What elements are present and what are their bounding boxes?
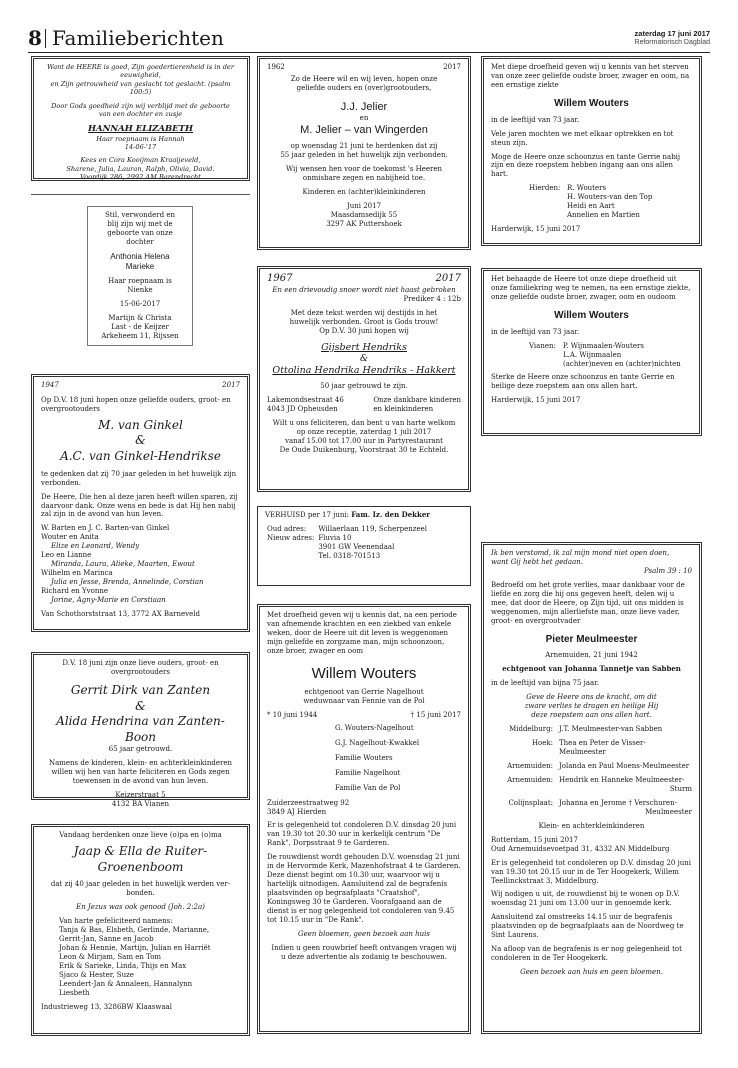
zanten-address-1: Keizerstraat 5 <box>115 791 166 800</box>
pm-family-place: Arnemuiden: <box>507 762 553 770</box>
ruiter-family-line: Gerrit-Jan, Sanne en Jacob <box>59 934 154 943</box>
pm-family-row <box>491 799 692 817</box>
still-name-2: Marieke <box>125 262 155 272</box>
ruiter-family-line: Sjaco & Hester, Suze <box>59 970 134 979</box>
new-address-1: Fluvia 10 <box>318 533 352 542</box>
w1-p1: Vele jaren mochten we met elkaar optrekken en tot steun zijn. <box>491 129 674 147</box>
hendriks-kids-1: Onze dankbare kinderen <box>373 396 461 405</box>
w1-signature <box>491 184 692 220</box>
anniversary-van-ginkel <box>31 374 250 632</box>
ginkel-family-list <box>41 524 240 605</box>
ginkel-family-line: Miranda, Laura, Alieke, Maarten, Ewout <box>51 560 195 569</box>
hendriks-ref: Prediker 4 : 12b <box>403 294 461 303</box>
header-rule <box>28 52 710 53</box>
ruiter-list-intro: Van harte gefeliciteerd namens: <box>59 917 173 925</box>
obituary-wouters-2 <box>481 268 702 436</box>
anniversary-van-zanten <box>31 652 250 809</box>
pm-after: Na afloop van de begrafenis is er nog gelegenheid tot condoleren in de Ter Hoogekerk. <box>491 945 682 963</box>
ruiter-family-line: Erik & Sarieke, Linda, Thijs en Max <box>59 961 187 970</box>
ginkel-family-line: Elize en Leonard, Wendy <box>51 542 140 551</box>
hendriks-intro-2: huwelijk verbonden. Groot is Gods trouw! <box>289 317 439 326</box>
wm-died: † 15 juni 2017 <box>410 710 461 719</box>
wm-note-1: Indien u geen rouwbrief heeft ontvangen vragen wij <box>271 943 457 952</box>
hendriks-verse: En een drievoudig snoer wordt niet haast gebroken <box>272 285 456 294</box>
old-address-label: Oud adres: <box>267 524 307 533</box>
w1-sig-2: H. Wouters-van den Top <box>567 193 653 202</box>
wm-born: * 10 juni 1944 <box>267 710 318 719</box>
pm-family-row <box>491 725 692 734</box>
birth-parents-1: Kees en Cora Kooijman Kraaijeveld, <box>80 156 201 165</box>
pm-family-place: Arnemuiden: <box>507 775 553 784</box>
pm-service: Wij nodigen u uit, de rouwdienst bij te wonen op D.V. woensdag 21 juni om 13.00 uur in genoemde kerk. <box>491 890 680 908</box>
w2-signature <box>491 342 692 369</box>
ruiter-family-line: Leendert-Jan & Annaleen, Hannalynn <box>59 979 193 988</box>
pm-family-place: Colijnsplaat: <box>508 798 553 807</box>
wm-service: De rouwdienst wordt gehouden D.V. woensdag 21 juni in de Hervormde Kerk, Mazenhofstraat 4 te Garderen. Deze dienst begint om 10.30 uur, waarvoor wij u hartelijk uitnodigen. Aansluitend zal de begrafenis plaatsvinden op begraafplaats "Craatshof", Koningsweg 30 te Garderen. Voorafgaand aan de dienst is er nog gelegenheid tot condoleren van 9.45 tot 10.15 uur in "De Rank". <box>267 853 461 925</box>
pm-intro: Bedroefd om het grote verlies, maar dankbaar voor de liefde en zorg die hij ons gegeven heeft, delen wij u mee, dat door de Heere, op Zijn tijd, uit ons midden is weggenomen, mijn allerliefste man, onze lieve vader, groot- en overgrootvader <box>491 580 685 625</box>
ruiter-address: Industrieweg 13, 3286BW Klaaswaal <box>41 1002 172 1011</box>
w2-p1: Sterke de Heere onze schoonzus en tante Gerrie en heilige deze roepstem aan ons allen hart. <box>491 373 675 391</box>
zanten-text-2: willen wij hen van harte feliciteren en Gods zegen <box>51 768 230 777</box>
pm-ref: Psalm 39 : 10 <box>643 566 692 575</box>
ginkel-family-line: Leo en Lianne <box>41 551 92 560</box>
pm-spouse: echtgenoot van Johanna Tannetje van Sabben <box>502 664 681 674</box>
still-roep-1: Haar roepnaam is <box>108 277 172 286</box>
w1-intro: Met diepe droefheid geven wij u kennis van het sterven van onze zeer geliefde oudste broer, zwager en oom, na een ernstige ziekte <box>491 63 690 89</box>
ruiter-text-1: dat zij 40 jaar geleden in het huwelijk werden ver- <box>50 880 231 889</box>
hendriks-reception-1: Wilt u ons feliciteren, dan bent u van harte welkom <box>272 419 456 428</box>
zanten-name-2: Alida Hendrina van Zanten-Boon <box>56 714 225 744</box>
header-paper: Reformatorisch Dagblad <box>634 39 710 46</box>
new-address-3: Tel. 0318-701513 <box>318 551 381 560</box>
wm-family-line: Familie Nagelhout <box>335 768 401 777</box>
ruiter-family-line: Johan & Hennie, Martijn, Julian en Harriët <box>59 943 211 952</box>
pm-age: in de leeftijd van bijna 75 jaar. <box>491 679 599 688</box>
hendriks-addr-1: Lakemondsestraat 46 <box>267 396 344 405</box>
moved-table <box>265 525 429 561</box>
page-header <box>28 26 710 52</box>
ginkel-year-end: 2017 <box>222 381 240 389</box>
zanten-text-1: Namens de kinderen, klein- en achterkleinkinderen <box>48 759 233 768</box>
zanten-text-3: toewensen in de avond van hun leven. <box>72 777 209 786</box>
wm-intro: Met droefheid geven wij u kennis dat, na een periode van afnemende krachten en een ziekbed van enkele weken, door de Heere uit dit leven is weggenomen mijn geliefde en zorgzame man, mijn schoonzoon, onze broer, zwager en oom <box>267 611 457 655</box>
wm-family-line: Familie Wouters <box>335 753 393 762</box>
w1-age: in de leeftijd van 73 jaar. <box>491 115 580 124</box>
ginkel-family-line: Richard en Yvonne <box>41 587 108 596</box>
wm-condolence: Er is gelegenheid tot condoleren D.V. dinsdag 20 juni van 19.30 tot 20.30 uur in kerkelijk centrum "De Rank", Dorpsstraat 9 te Garderen. <box>267 821 457 848</box>
jelier-wish-1: Wij wensen hen voor de toekomst 's Heeren <box>285 164 443 173</box>
old-address: Willaerlaan 119, Scherpenzeel <box>318 524 427 533</box>
still-intro-1: Stil, verwonderd en <box>104 211 176 219</box>
moved-label: VERHUISD <box>265 511 306 519</box>
wm-sub-2: weduwnaar van Fennie van de Pol <box>303 696 425 705</box>
birth-date: 14-06-'17 <box>124 142 157 151</box>
moved-heading <box>265 511 463 520</box>
w1-sig-label: Hierden: <box>529 184 561 193</box>
still-date: 15-06-2017 <box>119 300 161 309</box>
ginkel-family-line: Wouter en Anita <box>41 533 99 542</box>
w2-intro: Het behaagde de Heere tot onze diepe droefheid uit onze familiekring weg te nemen, na een ernstige ziekte, onze geliefde oudste broer, zwager, oom en oudoom <box>491 275 691 301</box>
pm-poem-1: Geve de Heere ons de kracht, om dit <box>526 693 657 702</box>
birth-roepnaam: Haar roepnaam is Hannah <box>96 134 185 143</box>
col1-rule-1 <box>31 194 250 195</box>
birth-parents-3: Voordijk 286, 2992 AM Barendrecht <box>80 173 201 182</box>
ginkel-family-line: W. Barten en J. C. Barten-van Ginkel <box>41 524 170 533</box>
ruiter-family-line: Liesbeth <box>59 988 90 997</box>
birth-verse-2: en Zijn getrouwheid van geslacht tot geslacht. (psalm 100:5) <box>50 79 231 97</box>
new-address-label: Nieuw adres: <box>267 533 315 542</box>
jelier-year-end: 2017 <box>443 63 461 71</box>
pm-family-place: Middelburg: <box>509 725 553 734</box>
wm-dates <box>267 711 461 720</box>
jelier-en: en <box>359 113 369 122</box>
new-address-2: 3901 GW Veenendaal <box>318 542 395 551</box>
jelier-intro-2: geliefde ouders en (over)grootouders, <box>296 83 432 92</box>
w2-sig-1: P. Wijnmaalen-Wouters <box>563 341 644 350</box>
hendriks-name-2: Ottolina Hendrika Hendriks - Hakkert <box>272 365 456 377</box>
pm-address-2: Oud Arnemuidsevoetpad 31, 4332 AN Middelburg <box>491 844 670 853</box>
jelier-footer-1: Juni 2017 <box>346 201 382 210</box>
header-date: zaterdag 17 juni 2017 <box>634 29 710 38</box>
w2-name: Willem Wouters <box>554 309 629 321</box>
anniversary-de-ruiter <box>31 824 250 1036</box>
jelier-name-1: J.J. Jelier <box>340 100 388 113</box>
w2-age: in de leeftijd van 73 jaar. <box>491 327 580 336</box>
pm-family-row <box>491 762 692 771</box>
ginkel-years <box>41 381 240 390</box>
pm-name: Pieter Meulmeester <box>545 633 638 645</box>
pm-family-names: Hendrik en Hanneke Meulmeester- <box>559 775 685 784</box>
wm-note-2: u deze advertentie als zodanig te beschouwen. <box>280 952 448 961</box>
birth-name: HANNAH ELIZABETH <box>87 123 193 134</box>
still-name-1: Anthonia Helena <box>110 251 170 261</box>
w2-sig-label: Vianen: <box>529 341 556 350</box>
pm-family-names: J.T. Meulmeester-van Sabben <box>559 725 663 734</box>
wm-family-list <box>267 724 461 793</box>
pm-family-names: Jolanda en Paul Moens-Meulmeester <box>559 762 690 770</box>
ginkel-family-line: Wilhelm en Marinca <box>41 569 113 578</box>
page-number: 8 <box>28 26 42 50</box>
pm-family-row <box>491 776 692 794</box>
w1-p2: Moge de Heere onze schoonzus en tante Gerrie nabij zijn en deze roepstem hebben ingang aan ons allen hart. <box>491 152 681 179</box>
pm-address-1: Rotterdam, 15 juni 2017 <box>491 835 578 844</box>
jelier-kids: Kinderen en (achter)kleinkinderen <box>302 187 426 196</box>
pm-verse-1: Ik ben verstomd, ik zal mijn mond niet open doen, <box>491 549 670 557</box>
ruiter-text-2: bonden. <box>126 889 155 898</box>
anniversary-jelier <box>257 56 471 250</box>
w2-sig-3: (achter)neven en (achter)nichten <box>563 359 681 368</box>
obituary-wouters-main <box>257 604 471 1034</box>
zanten-amp: & <box>135 698 146 713</box>
pm-no-visit: Geen bezoek aan huis en geen bloemen. <box>520 968 663 977</box>
pm-family-names: Sturm <box>669 784 692 793</box>
jelier-footer-3: 3297 AK Puttershoek <box>326 219 402 228</box>
still-intro-4: dochter <box>126 237 154 246</box>
pm-family-names: Thea en Peter de Visser-Meulmeester <box>559 739 646 757</box>
w1-sig-1: R. Wouters <box>567 184 607 193</box>
stillbirth-announcement <box>87 206 193 346</box>
w1-name: Willem Wouters <box>554 97 629 109</box>
ginkel-text-1: te gedenken dat zij 70 jaar geleden in het huwelijk zijn verbonden. <box>41 469 237 487</box>
ruiter-verse: En Jezus was ook genood (Joh. 2:2a) <box>76 903 205 912</box>
w1-sig-3: Heidi en Aart <box>567 202 615 211</box>
wm-name: Willem Wouters <box>311 664 417 682</box>
w2-sig-2: L.A. Wijnmaalen <box>563 350 622 359</box>
hendriks-addr-2: 4043 JD Opheusden <box>267 405 338 414</box>
ginkel-year-start: 1947 <box>41 381 59 389</box>
ginkel-amp: & <box>135 433 146 448</box>
ginkel-name-2: A.C. van Ginkel-Hendrikse <box>60 449 221 464</box>
wm-family-line: G. Wouters-Nagelhout <box>335 723 414 732</box>
ruiter-name: Jaap & Ella de Ruiter-Groenenboom <box>73 843 208 874</box>
w1-footer: Harderwijk, 15 juni 2017 <box>491 225 581 234</box>
still-parents-2: Last - de Keijzer <box>111 323 169 332</box>
hendriks-year-start: 1967 <box>267 273 293 284</box>
wm-address-2: 3849 AJ Hierden <box>267 807 327 816</box>
hendriks-addresses <box>267 396 461 414</box>
hendriks-intro-3: Op D.V. 30 juni hopen wij <box>319 326 409 335</box>
moved-notice <box>257 506 471 586</box>
hendriks-years <box>267 273 461 286</box>
jelier-text-1: op woensdag 21 juni te herdenken dat zij <box>290 141 438 150</box>
hendriks-years-married: 50 jaar getrouwd te zijn. <box>320 382 408 391</box>
wm-address-1: Zuiderzeestraatweg 92 <box>267 798 350 807</box>
jelier-years <box>267 63 461 72</box>
zanten-address-2: 4132 BA Vianen <box>112 800 169 809</box>
pm-family-list <box>491 725 692 817</box>
pm-condolence: Er is gelegenheid tot condoleren op D.V. dinsdag 20 juni van 19.30 tot 20.15 uur in de Ter Hoogekerk, Willem Teellinckstraat 3, Middelburg. <box>491 858 692 885</box>
hendriks-intro-1: Met deze tekst werden wij destijds in het <box>290 308 438 317</box>
pm-family-names: Johanna en Jerome † Verschuren- <box>559 798 678 807</box>
jelier-text-2: 55 jaar geleden in het huwelijk zijn verbonden. <box>280 150 448 159</box>
zanten-name-1: Gerrit Dirk van Zanten <box>70 682 211 697</box>
ruiter-intro: Vandaag herdenken onze lieve (o)pa en (o)ma <box>59 831 222 839</box>
pm-family-row <box>491 739 692 757</box>
jelier-wish-2: onmisbare zegen en nabijheid toe. <box>302 173 426 182</box>
pm-grandkids: Klein- en achterkleinkinderen <box>538 821 645 830</box>
ginkel-family-line: Jorine, Agny-Marie en Corstiaan <box>51 596 166 605</box>
pm-poem-2: zware verlies te dragen en heilige Hij <box>524 702 659 711</box>
jelier-name-2: M. Jelier – van Wingerden <box>300 123 428 136</box>
still-parents-3: Arkeheem 11, Rijssen <box>101 332 179 341</box>
still-intro-2: blij zijn wij met de <box>107 219 173 228</box>
hendriks-year-end: 2017 <box>435 273 461 284</box>
ginkel-name-1: M. van Ginkel <box>98 417 183 432</box>
hendriks-reception-3: vanaf 15.00 tot 17.00 uur in Partyrestaurant <box>285 437 443 446</box>
ginkel-family-line: Julia en Jesse, Brenda, Annelinde, Corstian <box>51 578 204 587</box>
header-divider <box>45 29 46 48</box>
ginkel-intro: Op D.V. 18 juni hopen onze geliefde ouders, groot- en overgrootouders <box>41 395 231 413</box>
still-roep-2: Nienke <box>127 286 153 295</box>
wm-family-line: G.J. Nagelhout-Kwakkel <box>335 738 420 747</box>
pm-born: Arnemuiden, 21 juni 1942 <box>545 651 638 660</box>
anniversary-hendriks <box>257 266 471 492</box>
jelier-year-start: 1962 <box>267 63 285 71</box>
pm-burial: Aansluitend zal omstreeks 14.15 uur de begrafenis plaatsvinden op de begraafplaats aan de Noordweg te Sint Laurens. <box>491 913 684 940</box>
birth-verse-1: Want de HEERE is goed, Zijn goedertierenheid is in der eeuwigheid, <box>47 63 234 80</box>
pm-family-names: Meulmeester <box>645 807 692 816</box>
section-title: Familieberichten <box>52 26 224 50</box>
hendriks-reception-2: op onze receptie, zaterdag 1 juli 2017 <box>296 428 432 437</box>
hendriks-reception-4: De Oude Duikenburg, Voorstraat 30 te Echteld. <box>279 446 449 455</box>
pm-poem-3: deze roepstem aan ons allen hart. <box>531 711 652 720</box>
birth-intro-2: van een dochter en zusje <box>98 110 183 119</box>
hendriks-name-1: Gijsbert Hendriks <box>321 341 407 353</box>
obituary-meulmeester <box>481 542 702 1034</box>
jelier-intro-1: Zo de Heere wil en wij leven, hopen onze <box>290 74 438 83</box>
moved-name: Fam. Iz. den Dekker <box>351 510 430 519</box>
still-parents-1: Martijn & Christa <box>108 314 172 323</box>
ginkel-address: Van Schothorststraat 13, 3772 AX Barneveld <box>41 609 200 618</box>
zanten-intro-1: D.V. 18 juni zijn onze lieve ouders, groot- en <box>62 659 219 667</box>
zanten-intro-2: overgrootouders <box>110 667 170 676</box>
wm-family-line: Familie Van de Pol <box>335 783 401 792</box>
pm-verse-2: want Gij hebt het gedaan. <box>491 557 583 566</box>
wm-no-flowers: Geen bloemen, geen bezoek aan huis <box>298 929 430 938</box>
ginkel-text-2: De Heere, Die hen al deze jaren heeft willen sparen, zij daarvoor dank. Onze wens en bede is dat Hij hen nabij zal zijn in de avond van hun leven. <box>41 492 238 519</box>
moved-label-2: per 17 juni: <box>307 511 349 519</box>
ruiter-family-line: Tanja & Bas, Elsbeth, Gerlinde, Marianne, <box>59 925 210 934</box>
still-intro-3: geboorte van onze <box>107 228 173 237</box>
ruiter-family-line: Leon & Mirjam, Sam en Tom <box>59 952 162 961</box>
wm-sub-1: echtgenoot van Gerrie Nagelhout <box>304 687 424 696</box>
hendriks-amp: & <box>359 353 368 364</box>
hendriks-kids-2: en kleinkinderen <box>373 405 434 414</box>
w2-footer: Harderwijk, 15 juni 2017 <box>491 396 581 405</box>
w1-sig-4: Annelien en Martien <box>567 211 640 220</box>
jelier-footer-2: Maasdamsedijk 55 <box>330 210 398 219</box>
obituary-wouters-1 <box>481 56 702 246</box>
birth-intro-1: Door Gods goedheid zijn wij verblijd met de geboorte <box>51 101 230 110</box>
birth-announcement <box>31 56 250 181</box>
birth-parents-2: Sharene, Julia, Lauran, Ralph, Olivia, David. <box>66 164 215 173</box>
ruiter-family-list <box>59 926 240 998</box>
pm-family-place: Hoek: <box>531 739 553 748</box>
zanten-years: 65 jaar getrouwd. <box>108 745 173 754</box>
